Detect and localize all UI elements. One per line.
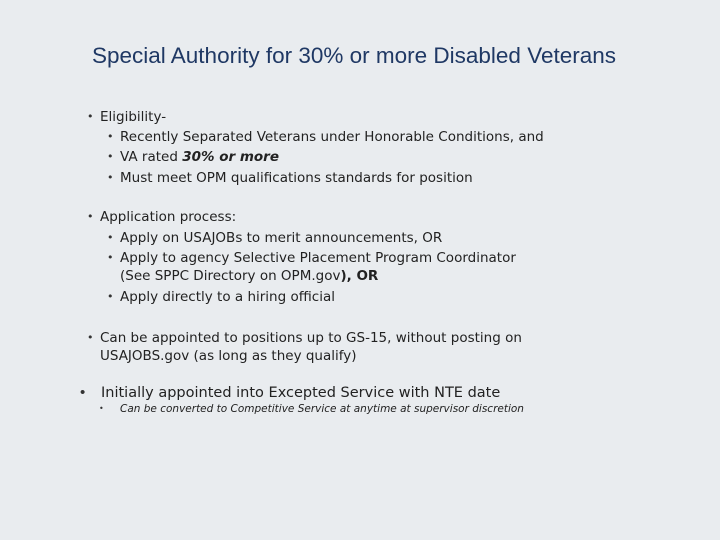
application-item: Apply directly to a hiring official bbox=[120, 289, 335, 305]
appointment-text-continuation: USAJOBS.gov (as long as they qualify) bbox=[100, 348, 357, 364]
eligibility-heading: Eligibility- bbox=[100, 109, 167, 125]
eligibility-item-emphasis: 30% or more bbox=[182, 149, 279, 165]
bullet-icon: • bbox=[87, 210, 94, 223]
eligibility-item: Recently Separated Veterans under Honorable Conditions, and bbox=[120, 129, 544, 145]
eligibility-item-text: VA rated bbox=[120, 149, 183, 165]
bullet-icon: • bbox=[87, 110, 94, 123]
bullet-icon: • bbox=[107, 231, 114, 244]
bullet-icon: • bbox=[107, 130, 114, 143]
sppc-directory-text: (See SPPC Directory on OPM.gov bbox=[120, 268, 341, 284]
bullet-icon: • bbox=[87, 331, 94, 344]
excepted-heading: Initially appointed into Excepted Service with NTE date bbox=[101, 385, 501, 401]
bullet-icon: • bbox=[107, 150, 114, 163]
application-heading: Application process: bbox=[100, 209, 237, 225]
eligibility-item bbox=[120, 148, 279, 166]
application-item-text: Apply on USAJOBs to merit announcements, bbox=[120, 230, 423, 246]
excepted-sub-item: Can be converted to Competitive Service at anytime at supervisor discretion bbox=[120, 403, 524, 415]
application-item-emphasis: ), OR bbox=[340, 268, 379, 284]
bullet-icon: • bbox=[107, 251, 114, 264]
eligibility-item: Must meet OPM qualifications standards for position bbox=[120, 170, 473, 186]
bullet-icon: • bbox=[80, 384, 86, 401]
appointment-text: Can be appointed to positions up to GS-15, without posting on bbox=[100, 330, 522, 346]
application-item-continuation bbox=[120, 267, 378, 285]
application-item: Apply to agency Selective Placement Program Coordinator bbox=[120, 250, 516, 266]
application-item-emphasis: OR bbox=[422, 230, 443, 246]
bullet-icon: • bbox=[99, 404, 104, 413]
bullet-icon: • bbox=[107, 290, 114, 303]
slide-title: Special Authority for 30% or more Disabled Veterans bbox=[91, 43, 617, 68]
application-item bbox=[120, 229, 442, 247]
bullet-icon: • bbox=[107, 171, 114, 184]
